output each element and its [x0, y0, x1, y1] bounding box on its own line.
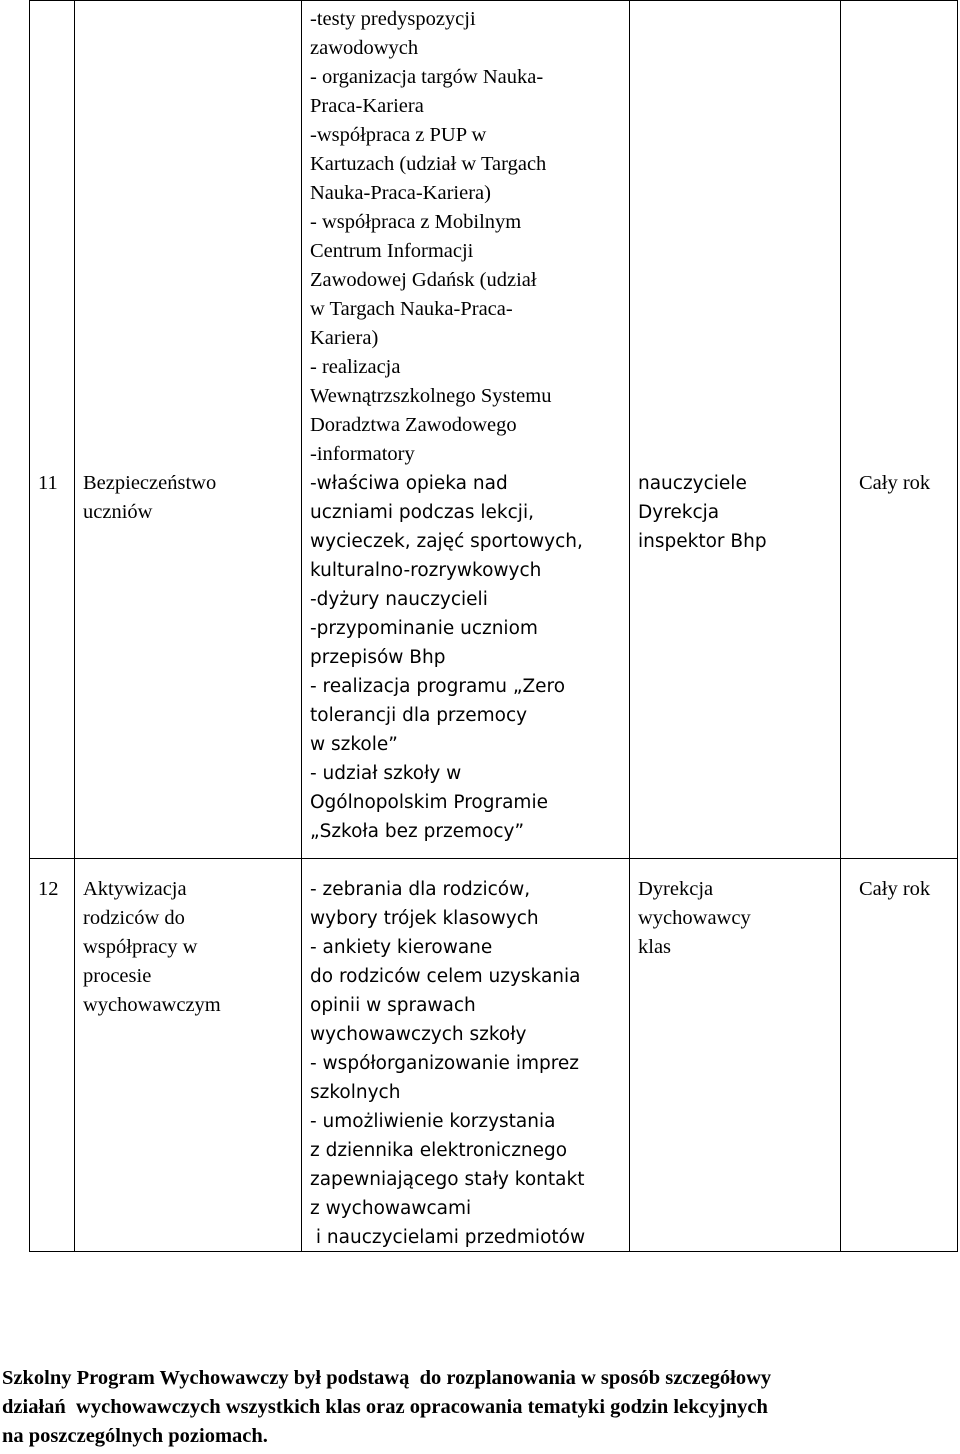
area-cell — [75, 1, 302, 859]
area-text: Bezpieczeństwo uczniów — [83, 472, 217, 523]
responsible-cell — [630, 859, 841, 1252]
table-row — [30, 1, 958, 859]
responsible-cell — [630, 1, 841, 859]
row-number-cell — [30, 1, 75, 859]
tasks-text: - zebrania dla rodziców, wybory trójek klasowych - ankiety kierowane do rodziców celem uzyskania opinii w sprawach wychowawczych szkoły - współorganizowanie imprez szkolnych - umożliwienie korzystania z dziennika elektronicznego zapewniającego stały kontakt z wychowawcami i nauczycielami przedmiotów — [310, 879, 586, 1248]
plan-table — [29, 0, 958, 1252]
area-cell — [75, 859, 302, 1252]
responsible-text: Dyrekcja wychowawcy klas — [638, 878, 751, 958]
term-text: Cały rok — [859, 472, 931, 494]
row-number: 11 — [38, 472, 58, 494]
tasks-text: -właściwa opieka nad uczniami podczas lekcji, wycieczek, zajęć sportowych, kulturalno-rozrywkowych -dyżury nauczycieli -przypominanie uczniom przepisów Bhp - realizacja programu „Zero tolerancji dla przemocy w szkole” - udział szkoły w Ogólnopolskim Programie „Szkoła bez przemocy” — [310, 473, 583, 842]
tasks-text-top: -testy predyspozycji zawodowych - organizacja targów Nauka- Praca-Kariera -współpraca z PUP w Kartuzach (udział w Targach Nauka-Praca-Kariera) - współpraca z Mobilnym Centrum Informacji Zawodowej Gdańsk (udział w Targach Nauka-Praca- Kariera) - realizacja Wewnątrzszkolnego Systemu Doradztwa Zawodowego -informatory — [310, 8, 552, 465]
summary-paragraph: Szkolny Program Wychowawczy był podstawą do rozplanowania w sposób szczegółowy działań wychowawczych wszystkich klas oraz opracowania tematyki godzin lekcyjnych na poszczególnych poziomach. — [2, 1367, 772, 1447]
tasks-cell — [302, 859, 630, 1252]
area-text: Aktywizacja rodziców do współpracy w procesie wychowawczym — [83, 878, 221, 1016]
term-cell — [841, 1, 958, 859]
row-number-cell — [30, 859, 75, 1252]
term-text: Cały rok — [859, 878, 931, 900]
tasks-cell — [302, 1, 630, 859]
term-cell — [841, 859, 958, 1252]
table-row — [30, 859, 958, 1252]
row-number: 12 — [38, 878, 59, 900]
responsible-text: nauczyciele Dyrekcja inspektor Bhp — [638, 473, 767, 552]
